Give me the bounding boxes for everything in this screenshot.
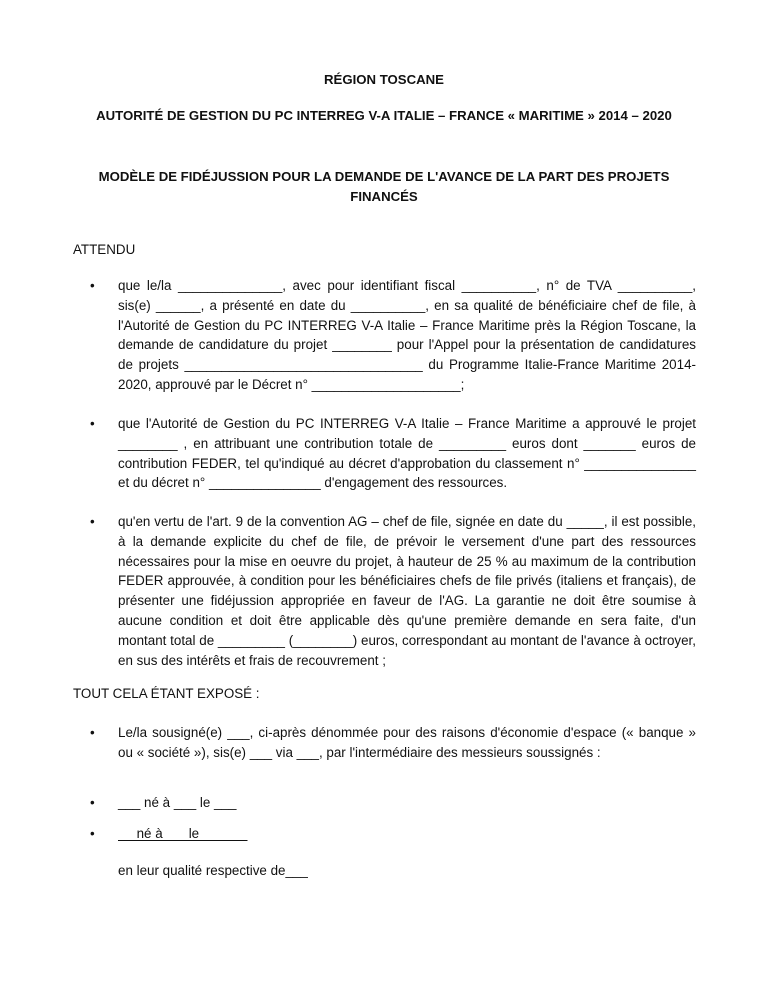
section-heading-attendu: ATTENDU bbox=[73, 242, 136, 257]
attendu-paragraph: que l'Autorité de Gestion du PC INTERREG V-A Italie – France Maritime a approuvé le projet ________ , en attribuant une contribution totale de _________ euros dont _______ euros de contribution FEDER, tel qu'indiqué au décret d'approbation du classement n° _______________ et du décret n° _______________ d'engagement des ressources. bbox=[118, 416, 696, 491]
model-title: MODÈLE DE FIDÉJUSSION POUR LA DEMANDE DE L'AVANCE DE LA PART DES PROJETS FINANCÉS bbox=[98, 169, 670, 204]
region-title: RÉGION TOSCANE bbox=[324, 72, 444, 87]
expose-paragraph: Le/la sousigné(e) ___, ci-après dénommée pour des raisons d'économie d'espace (« banque » ou « société »), sis(e) ___ via ___, par l'intermédiaire des messieurs soussignés : bbox=[118, 725, 696, 760]
closing-line: en leur qualité respective de___ bbox=[118, 863, 308, 878]
expose-paragraph-underlined: né à le bbox=[118, 826, 248, 841]
authority-title: AUTORITÉ DE GESTION DU PC INTERREG V-A ITALIE – FRANCE « MARITIME » 2014 – 2020 bbox=[96, 108, 672, 123]
bullet-icon: • bbox=[90, 278, 95, 293]
expose-paragraph: ___ né à ___ le ___ bbox=[118, 795, 237, 810]
bullet-icon: • bbox=[90, 416, 95, 431]
bullet-icon: • bbox=[90, 514, 95, 529]
bullet-icon: • bbox=[90, 795, 95, 810]
section-heading-expose: TOUT CELA ÉTANT EXPOSÉ : bbox=[73, 686, 260, 701]
attendu-paragraph: qu'en vertu de l'art. 9 de la convention AG – chef de file, signée en date du _____, il est possible, à la demande explicite du chef de file, de prévoir le versement d'une part des ressources nécessaires pour la mise en oeuvre du projet, à hauteur de 25 % au maximum de la contribution FEDER approuvée, à condition pour les bénéficiaires chefs de file privés (italiens et français), de présenter une fidéjussion appropriée en faveur de l'AG. La garantie ne doit être soumise à aucune condition et doit être applicable dès qu'une première demande en sera faite, d'un montant total de _________ (________) euros, correspondant au montant de l'avance à octroyer, en sus des intérêts et frais de recouvrement ; bbox=[118, 514, 696, 668]
bullet-icon: • bbox=[90, 725, 95, 740]
attendu-paragraph: que le/la ______________, avec pour identifiant fiscal __________, n° de TVA __________, sis(e) ______, a présenté en date du __________, en sa qualité de bénéficiaire chef de file, à l'Autorité de Gestion du PC INTERREG V-A Italie – France Maritime près la Région Toscane, la demande de candidature du projet ________ pour l'Appel pour la présentation de candidatures de projets ________________________________ du Programme Italie-France Maritime 2014-2020, approuvé par le Décret n° ____________________; bbox=[118, 278, 696, 392]
bullet-icon: • bbox=[90, 826, 95, 841]
